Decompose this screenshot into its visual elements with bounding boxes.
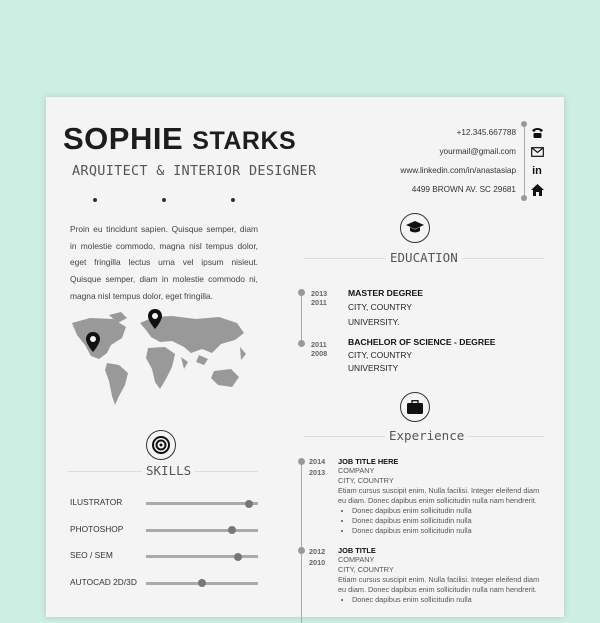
graduation-cap-icon (400, 213, 430, 243)
contact-line-cap (521, 121, 527, 127)
skill-level-knob (245, 500, 253, 508)
skill-label: SEO / SEM (70, 550, 113, 560)
education-title: EDUCATION (386, 250, 462, 265)
skill-bar (146, 529, 258, 532)
divider-dot (162, 198, 166, 202)
experience-title: Experience (385, 428, 468, 443)
skills-title: SKILLS (142, 463, 195, 478)
contact-linkedin: www.linkedin.com/in/anastasiap (400, 166, 516, 175)
skill-bar (146, 502, 258, 505)
skill-level-knob (198, 579, 206, 587)
divider-dot (93, 198, 97, 202)
contact-email: yourmail@gmail.com (439, 147, 516, 156)
briefcase-icon (400, 392, 430, 422)
experience-timeline (301, 463, 302, 623)
education-timeline (301, 293, 302, 347)
skill-level-knob (228, 526, 236, 534)
timeline-dot (298, 547, 305, 554)
education-years: 2013 2011 (311, 289, 328, 307)
contact-line (524, 123, 525, 197)
contact-address: 4499 BROWN AV. SC 29681 (411, 185, 516, 194)
location-pin-icon (86, 332, 100, 352)
intro-paragraph: Proin eu tincidunt sapien. Quisque semper, diam in molestie commodo, magna nisl tempus dolor, eget fringilla lectus urna vel ipsum nisieut. Quisque semper, diam in molestie commodo ni, magna nisl tempus dolor, eget fringilla. (70, 224, 258, 301)
education-entry: BACHELOR OF SCIENCE - DEGREE CITY, COUNTRY UNIVERSITY (348, 337, 496, 373)
resume-page (46, 97, 564, 617)
skill-label: PHOTOSHOP (70, 523, 124, 534)
location-pin-icon (148, 309, 162, 329)
target-icon (146, 430, 176, 460)
timeline-dot (298, 289, 305, 296)
timeline-dot (298, 458, 305, 465)
mail-icon (530, 145, 544, 159)
education-years: 2011 2008 (311, 340, 328, 358)
experience-years: 2012 2010 (309, 547, 326, 567)
experience-years: 2014 2013 (309, 457, 326, 477)
skill-label: AUTOCAD 2D/3D (70, 576, 137, 587)
job-subtitle: ARQUITECT & INTERIOR DESIGNER (72, 163, 317, 179)
skill-label: ILUSTRATOR (70, 497, 123, 507)
home-icon (530, 183, 544, 197)
phone-icon (530, 126, 544, 140)
contact-line-cap (521, 195, 527, 201)
linkedin-icon: in (532, 165, 542, 177)
experience-entry: JOB TITLE HERE COMPANY CITY, COUNTRY Etiam cursus suscipit enim. Nulla facilisi. Integer eleifend diam eu diam. Donec dapibus enim sollicitudin nulla nam hendrerit. • Donec dapibus enim sollicitudin nulla • Donec dapibus enim sollicitudin nulla • Donec dapibus enim sollicitudin nulla (338, 457, 548, 536)
world-map (68, 307, 260, 409)
timeline-dot (298, 340, 305, 347)
contact-phone: +12.345.667788 (456, 128, 516, 137)
candidate-name: SOPHIE STARKS (63, 121, 297, 156)
experience-entry: JOB TITLE COMPANY CITY, COUNTRY Etiam cursus suscipit enim. Nulla facilisi. Integer eleifend diam eu diam. Donec dapibus enim sollicitudin nulla nam hendrerit. • Donec dapibus enim sollicitudin nulla (338, 546, 548, 605)
divider-dot (231, 198, 235, 202)
education-entry: MASTER DEGREE CITY, COUNTRY UNIVERSITY. (348, 288, 423, 327)
skill-level-knob (234, 553, 242, 561)
